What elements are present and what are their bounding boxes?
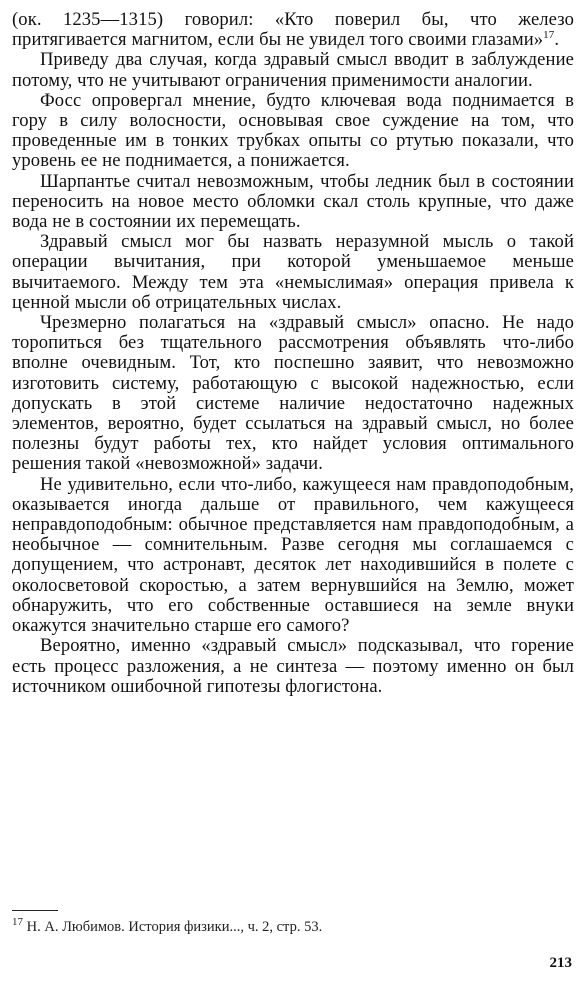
paragraph-4: Шарпантье считал невозможным, чтобы ледник был в состоянии переносить на новое место обломки скал столь крупные, что даже вода не в состоянии их перемещать. (12, 170, 574, 233)
footnote-text: Н. А. Любимов. История физики..., ч. 2, стр. 53. (26, 919, 323, 935)
paragraph-8: Вероятно, именно «здравый смысл» подсказывал, что горение есть процесс разложения, а не синтеза — поэтому именно он был источником ошибочной гипотезы флогистона. (12, 635, 574, 697)
paragraph-5: Здравый смысл мог бы назвать неразумной мысль о такой операции вычитания, при которой уменьшаемое меньше вычитаемого. Между тем эта «немыслимая» операция привела к ценной мысли об отрицательных числах. (12, 231, 574, 313)
page-body (12, 10, 574, 697)
footnote (12, 918, 322, 936)
paragraph-7: Не удивительно, если что-либо, кажущееся нам правдоподобным, оказывается иногда дальше от правильного, чем кажущееся неправдоподобным: обычное представляется нам правдоподобным, а необычное — сомнительным. Разве сегодня мы соглашаемся с допущением, что астронавт, десяток лет находившийся в полете с околосветовой скоростью, а затем вернувшийся на Землю, может обнаружить, что его собственные оставшиеся на земле внуки окажутся значительно старше его самого? (12, 473, 574, 637)
paragraph-1: (ок. 1235—1315) говорил: «Кто поверил бы, что железо притягивается магнитом, если бы не увидел того своими глазами»$^{17}$. (12, 9, 574, 51)
footnote-marker: 17 (12, 916, 23, 929)
page-number: 213 (549, 955, 572, 971)
paragraph-2: Приведу два случая, когда здравый смысл вводит в заблуждение потому, что не учитывают ограничения применимости аналогии. (12, 49, 574, 91)
paragraph-3: Фосс опровергал мнение, будто ключевая вода поднимается в гору в силу волосности, основывая свое суждение на том, что проведенные им в тонких трубках опыты со ртутью показали, что уровень ее не поднимается, а понижается. (12, 89, 574, 172)
footnote-reference[interactable]: 17 (543, 29, 555, 42)
footnote-divider (12, 910, 58, 911)
paragraph-6: Чрезмерно полагаться на «здравый смысл» опасно. Не надо торопиться без тщательного рассмотрения объявлять что-либо вполне очевидным. Тот, кто поспешно заявит, что невозможно изготовить систему, работающую с высокой надежностью, если допускать в этой системе наличие недостаточно надежных элементов, вероятно, будет ссылаться на здравый смысл, но более полезны будут работы тех, кто найдет условия оптимального решения такой «невозможной» задачи. (12, 312, 574, 475)
paragraph-1-text: (ок. 1235—1315) говорил: «Кто поверил бы, что железо притягивается магнитом, если бы не увидел того своими глазами» (12, 9, 574, 51)
